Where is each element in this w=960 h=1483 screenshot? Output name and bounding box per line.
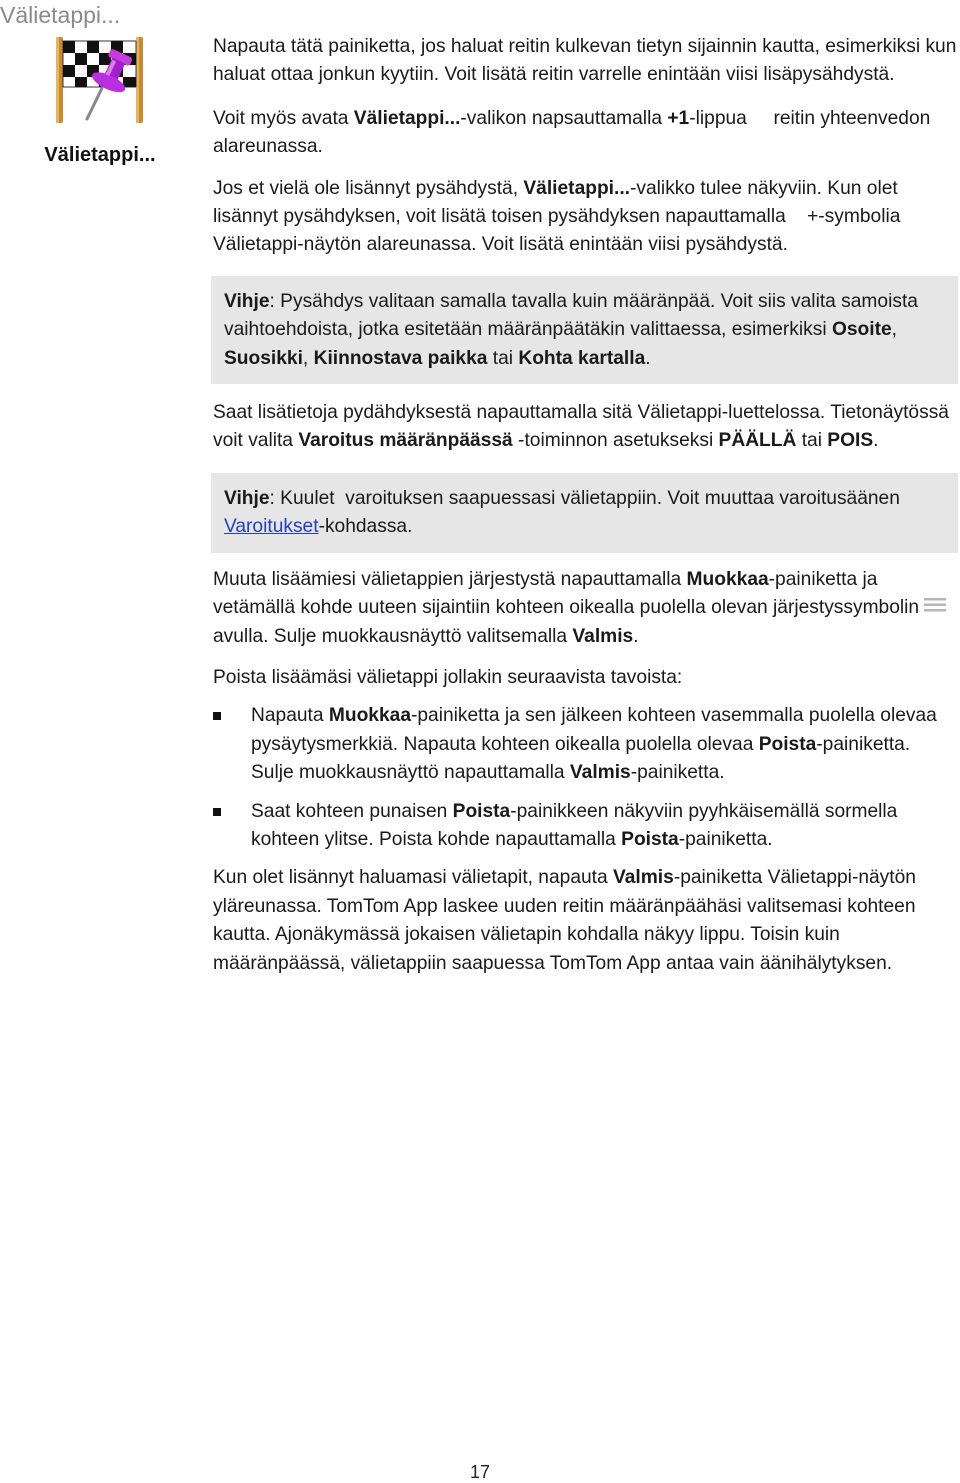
text: : Kuulet varoituksen saapuessasi välietappiin. Voit muuttaa varoitusäänen (269, 487, 906, 509)
bold-text: Valmis (569, 762, 631, 784)
tip-box-warning (211, 473, 958, 553)
text: -painiketta ja sen jälkeen kohteen vasemmalla puolella olevaa pysäytysmerkkiä. Napauta kohteen oikealla puolella olevaa (251, 705, 937, 755)
text: : Pysähdys valitaan samalla tavalla kuin määränpää. Voit siis valita samoista vaihtoehdoista, jotka esitetään määränpäätäkin valittaessa, esimerkiksi (224, 290, 918, 341)
list-item (213, 702, 958, 787)
bold-text: Välietappi... (523, 177, 631, 199)
remove-intro-paragraph: Poista lisäämäsi välietappi jollakin seuraavista tavoista: (213, 666, 683, 688)
bold-text: Valmis (572, 625, 634, 647)
bold-text: Poista (452, 800, 511, 822)
text: Jos et vielä ole lisännyt pysähdystä, (213, 177, 524, 199)
icon-caption: Välietappi... (44, 144, 156, 166)
bold-text: POIS (827, 430, 874, 452)
text: , (891, 319, 897, 341)
add-stop-paragraph (213, 175, 958, 260)
bullet-icon (213, 712, 221, 720)
warnings-link[interactable]: Varoitukset (224, 516, 319, 538)
page-header-title: Välietappi... (0, 2, 121, 28)
bold-text: Välietappi... (353, 107, 461, 129)
text: -painiketta. Sulje muokkausnäyttö napauttamalla (251, 733, 921, 784)
bold-text: Poista (621, 828, 679, 850)
text: -painiketta. (630, 762, 725, 784)
info-paragraph (213, 399, 958, 456)
bold-text: Suosikki (224, 347, 303, 369)
bold-text: Varoitus määränpäässä (298, 430, 513, 452)
list-item (213, 798, 958, 855)
bold-text: PÄÄLLÄ (718, 430, 797, 452)
bold-text: Poista (758, 733, 817, 755)
bullet-icon (213, 808, 221, 816)
page-number: 17 (469, 1462, 491, 1482)
bold-text: Osoite (831, 319, 892, 341)
checkered-flag-pin-icon[interactable] (50, 33, 150, 125)
text: -valikon napsauttamalla (460, 107, 668, 129)
bold-text: Muokkaa (686, 568, 769, 590)
text: -painiketta Välietappi-näytön yläreunassa. TomTom App laskee uuden reitin määränpäähäsi valitsemasi kohteen kautta. Ajonäkymässä jokaisen välietapin kohdalla näkyy lippu. Toisin kuin määränpäässä, välietappiin saapuessa TomTom App antaa vain äänihälytyksen. (213, 867, 916, 974)
text: Napauta (251, 705, 329, 727)
main-content (213, 33, 958, 978)
bold-text: Muokkaa (328, 705, 411, 727)
tip-label: Vihje (224, 290, 270, 312)
text: , (302, 347, 314, 369)
tip-box-stops (211, 276, 958, 384)
text: -painikkeen näkyviin pyyhkäisemällä sormella kohteen ylitse. Poista kohde napauttamalla (251, 800, 898, 850)
text: . (633, 625, 639, 647)
text: -painiketta. (678, 828, 773, 850)
bold-text: Kiinnostava paikka (313, 347, 488, 369)
text: avulla. Sulje muokkausnäyttö valitsemalla (213, 625, 573, 647)
text: -toiminnon asetukseksi (512, 430, 719, 452)
text: -painiketta ja vetämällä kohde uuteen sijaintiin kohteen oikealla puolella olevan järjestyssymbolin (213, 568, 920, 619)
finish-paragraph (213, 864, 958, 978)
reorder-paragraph (213, 566, 958, 651)
menu-open-paragraph (213, 105, 958, 162)
intro-paragraph: Napauta tätä painiketta, jos haluat reitin kulkevan tietyn sijainnin kautta, esimerkiksi kun haluat ottaa jonkun kyytiin. Voit lisätä reitin varrelle enintään viisi lisäpysähdystä. (213, 36, 957, 86)
bold-text: +1 (667, 107, 690, 129)
tip-text (224, 485, 948, 542)
text: Kun olet lisännyt haluamasi välietapit, napauta (213, 867, 613, 889)
text: Saat lisätietoja pydähdyksestä napauttamalla sitä Välietappi-luettelossa. Tietonäytössä voit valita (213, 402, 949, 452)
text: . (645, 347, 651, 369)
bold-text: Valmis (613, 867, 674, 889)
remove-methods-list (213, 702, 958, 854)
text: Voit myös avata (213, 107, 354, 129)
text: -kohdassa. (318, 516, 413, 538)
reorder-handle-icon (923, 595, 947, 615)
text: . (873, 430, 879, 452)
tip-text (224, 288, 948, 373)
text: Saat kohteen punaisen (251, 800, 453, 822)
tip-label: Vihje (224, 487, 270, 509)
text: -lippua reitin yhteenvedon alareunassa. (213, 107, 936, 158)
text: tai (487, 347, 519, 369)
text: tai (796, 430, 828, 452)
bold-text: Kohta kartalla (518, 347, 646, 369)
text: Muuta lisäämiesi välietappien järjestystä napauttamalla (213, 568, 687, 590)
text: -valikko tulee näkyviin. Kun olet lisännyt pysähdyksen, voit lisätä toisen pysähdyksen napauttamalla +-symbolia Välietappi-näytön alareunassa. Voit lisätä enintään viisi pysähdystä. (213, 177, 906, 256)
